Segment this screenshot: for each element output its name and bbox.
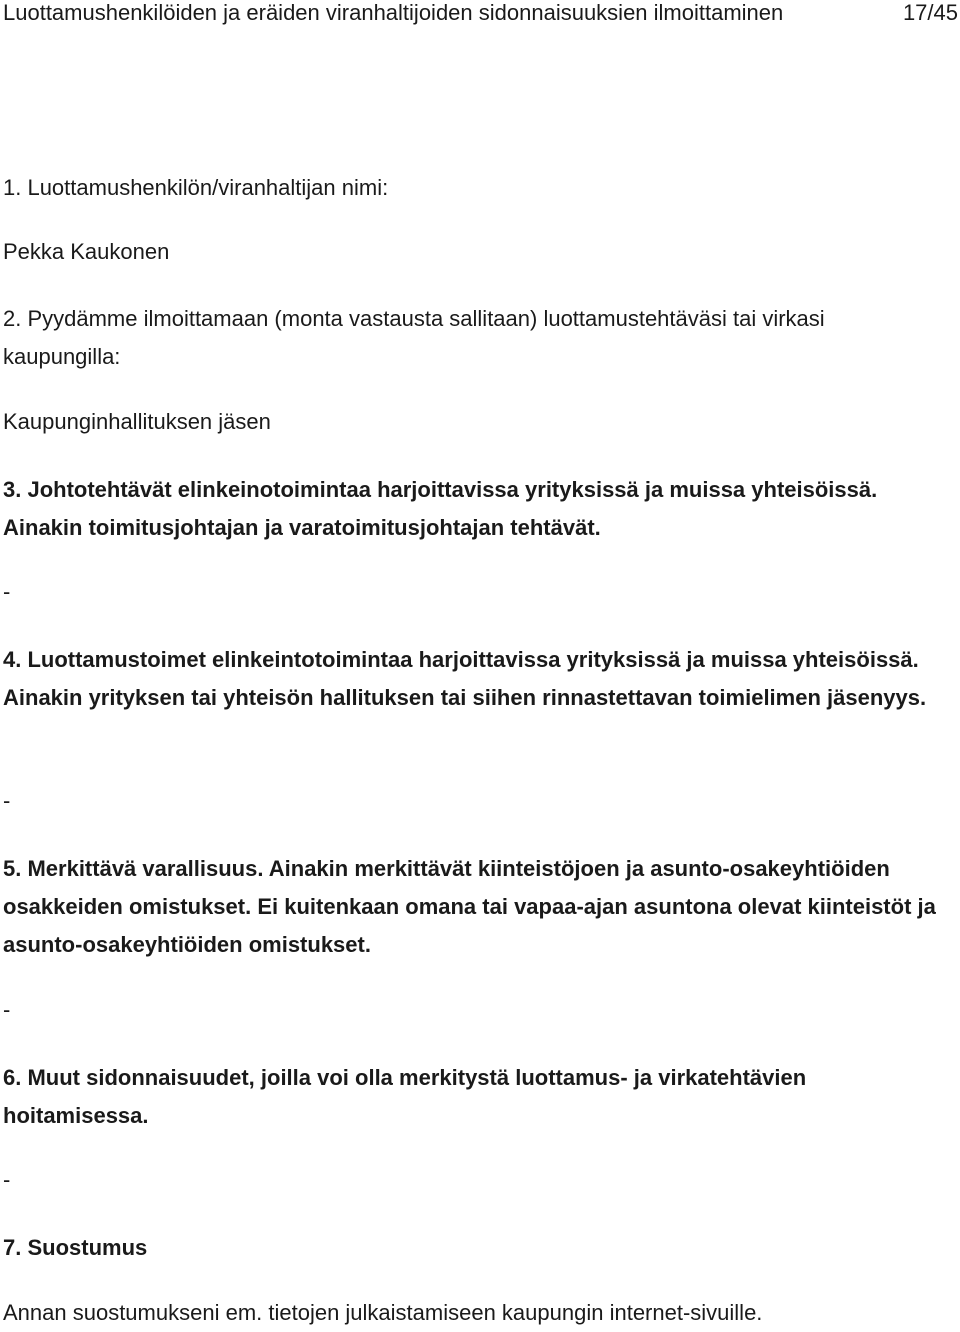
document-title: Luottamushenkilöiden ja eräiden viranhaltijoiden sidonnaisuuksien ilmoittaminen — [3, 0, 784, 25]
question-1: 1. Luottamushenkilön/viranhaltijan nimi: — [3, 175, 389, 200]
page-number: 17/45 — [902, 0, 958, 25]
question-6: 6. Muut sidonnaisuudet, joilla voi olla merkitystä luottamus- ja virkatehtävien hoitamisessa. — [3, 1065, 807, 1128]
answer-1: Pekka Kaukonen — [3, 239, 170, 264]
answer-2: Kaupunginhallituksen jäsen — [3, 409, 271, 434]
answer-7: Annan suostumukseni em. tietojen julkaistamiseen kaupungin internet-sivuille. — [3, 1300, 763, 1325]
answer-6: - — [3, 1167, 11, 1192]
question-3: 3. Johtotehtävät elinkeinotoimintaa harjoittavissa yrityksissä ja muissa yhteisöissä. Ainakin toimitusjohtajan ja varatoimitusjohtajan tehtävät. — [3, 477, 878, 540]
answer-5: - — [3, 997, 11, 1022]
answer-4: - — [3, 788, 11, 813]
question-2: 2. Pyydämme ilmoittamaan (monta vastausta sallitaan) luottamustehtäväsi tai virkasi kaupungilla: — [3, 306, 825, 369]
question-5: 5. Merkittävä varallisuus. Ainakin merkittävät kiinteistöjoen ja asunto-osakeyhtiöiden osakkeiden omistukset. Ei kuitenkaan omana tai vapaa-ajan asuntona olevat kiinteistöt ja asunto-osakeyhtiöiden omistukset. — [3, 856, 936, 957]
answer-3: - — [3, 579, 11, 604]
question-7: 7. Suostumus — [3, 1235, 148, 1260]
page-header — [3, 0, 958, 26]
question-4: 4. Luottamustoimet elinkeintotoimintaa harjoittavissa yrityksissä ja muissa yhteisöissä. Ainakin yrityksen tai yhteisön hallituksen tai siihen rinnastettavan toimielimen jäsenyys. — [3, 647, 927, 710]
